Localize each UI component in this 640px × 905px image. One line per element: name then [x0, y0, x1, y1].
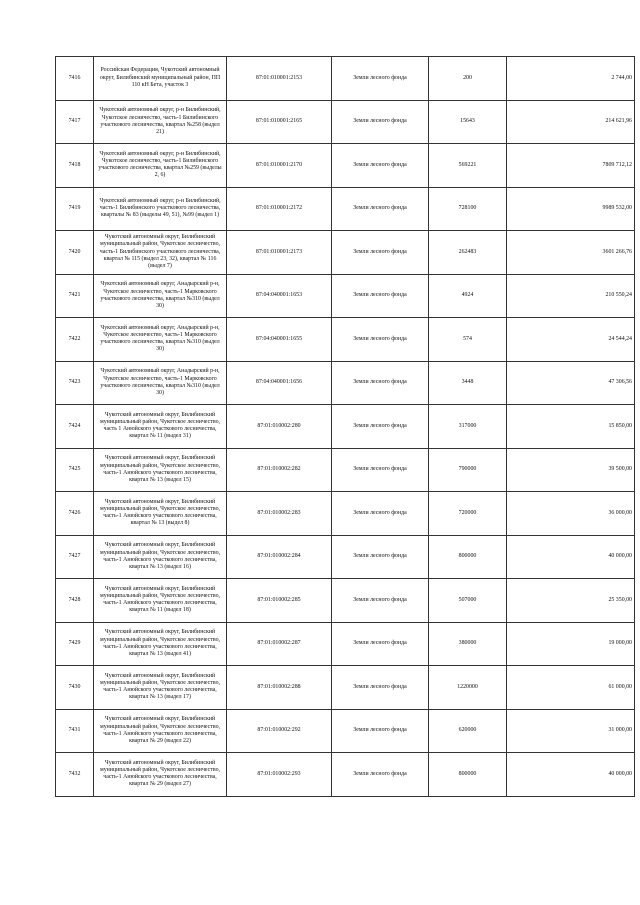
row-land-category: Земли лесного фонда — [332, 57, 429, 101]
row-cadastral-value: 3601 266,76 — [507, 231, 635, 275]
row-cadastral-value: 25 350,00 — [507, 579, 635, 623]
row-land-category: Земли лесного фонда — [332, 448, 429, 492]
row-number: 7423 — [56, 361, 94, 405]
row-cadastral-value: 39 500,00 — [507, 448, 635, 492]
row-area: 4924 — [429, 274, 507, 318]
row-address: Чукотский автономный округ, Билибинский муниципальный район, Чукотское лесничество, часть-1 Анюйского участкового лесничества, квартал № 13 (выдел 16) — [94, 535, 227, 579]
row-address: Чукотский автономный округ, Билибинский муниципальный район, Чукотское лесничество, часть-1 Анюйского участкового лесничества, квартал № 13 (выдел 17) — [94, 666, 227, 710]
table-row — [56, 187, 635, 231]
row-land-category: Земли лесного фонда — [332, 535, 429, 579]
row-cadastral-value: 19 000,00 — [507, 622, 635, 666]
row-area: 720000 — [429, 492, 507, 536]
table-row — [56, 492, 635, 536]
row-area: 380000 — [429, 622, 507, 666]
table-row — [56, 448, 635, 492]
row-address: Чукотский автономный округ, Билибинский муниципальный район, Чукотское лесничество, часть-1 Анюйского участкового лесничества, квартал № 13 (выдел 41) — [94, 622, 227, 666]
row-cadastral-number: 87:01:010001:2153 — [227, 57, 332, 101]
row-cadastral-number: 87:01:010002:283 — [227, 492, 332, 536]
row-cadastral-value: 31 000,00 — [507, 709, 635, 753]
row-number: 7426 — [56, 492, 94, 536]
table-body — [56, 57, 635, 797]
table-row — [56, 57, 635, 101]
row-cadastral-value: 15 850,00 — [507, 405, 635, 449]
row-cadastral-number: 87:01:010001:2173 — [227, 231, 332, 275]
table-row — [56, 666, 635, 710]
table-row — [56, 753, 635, 797]
row-address: Чукотский автономный округ, Билибинский муниципальный район, Чукотское лесничество, часть-1 Анюйского участкового лесничества, квартал № 11 (выдел 18) — [94, 579, 227, 623]
row-area: 620000 — [429, 709, 507, 753]
row-cadastral-number: 87:04:040001:1653 — [227, 274, 332, 318]
row-address: Чукотский автономный округ, Билибинский муниципальный район, Чукотское лесничество, часть-1 Анюйского участкового лесничества, квартал № 29 (выдел 27) — [94, 753, 227, 797]
table-row — [56, 144, 635, 188]
row-land-category: Земли лесного фонда — [332, 274, 429, 318]
table-row — [56, 622, 635, 666]
row-area: 200 — [429, 57, 507, 101]
row-number: 7432 — [56, 753, 94, 797]
table-row — [56, 361, 635, 405]
table-row — [56, 231, 635, 275]
row-number: 7419 — [56, 187, 94, 231]
row-land-category: Земли лесного фонда — [332, 709, 429, 753]
row-land-category: Земли лесного фонда — [332, 100, 429, 144]
row-land-category: Земли лесного фонда — [332, 492, 429, 536]
table-row — [56, 709, 635, 753]
row-address: Чукотский автономный округ, Анадырский р-н, Чукотское лесничество, часть-1 Марковского участкового лесничества, квартал №310 (выдел 30) — [94, 361, 227, 405]
row-cadastral-number: 87:01:010002:288 — [227, 666, 332, 710]
row-number: 7427 — [56, 535, 94, 579]
row-address: Чукотский автономный округ, Билибинский муниципальный район, Чукотское лесничество, часть 1 Анюйского участкового лесничества, квартал № 11 (выдел 31) — [94, 405, 227, 449]
row-address: Чукотский автономный округ, Билибинский муниципальный район, Чукотское лесничество, часть-1 Билибинского участкового лесничества, квартал № 115 (выдел 23, 32), квартал № 116 (выдел 7) — [94, 231, 227, 275]
row-area: 728100 — [429, 187, 507, 231]
table-row — [56, 579, 635, 623]
row-area: 317000 — [429, 405, 507, 449]
row-address: Чукотский автономный округ, р-н Билибинский, Чукотское лесничество, часть-1 Билибинского участкового лесничества, квартал №259 (выделы 2, 6) — [94, 144, 227, 188]
row-area: 569221 — [429, 144, 507, 188]
row-address: Чукотский автономный округ, Билибинский муниципальный район, Чукотское лесничество, часть-1 Анюйского участкового лесничества, квартал № 13 (выдел 15) — [94, 448, 227, 492]
row-number: 7420 — [56, 231, 94, 275]
row-address: Чукотский автономный округ, Билибинский муниципальный район, Чукотское лесничество, часть-1 Анюйского участкового лесничества, квартал № 13 (выдел 8) — [94, 492, 227, 536]
row-cadastral-number: 87:01:010002:280 — [227, 405, 332, 449]
row-cadastral-value: 24 544,24 — [507, 318, 635, 362]
row-number: 7418 — [56, 144, 94, 188]
row-cadastral-number: 87:01:010002:293 — [227, 753, 332, 797]
row-area: 800000 — [429, 753, 507, 797]
table-row — [56, 318, 635, 362]
row-area: 790000 — [429, 448, 507, 492]
row-area: 800000 — [429, 535, 507, 579]
row-cadastral-number: 87:01:010002:282 — [227, 448, 332, 492]
row-area: 1220000 — [429, 666, 507, 710]
row-land-category: Земли лесного фонда — [332, 187, 429, 231]
row-address: Российская Федерация, Чукотский автономный округ, Билибинский муниципальный район, ПП 110 кН Бета, участок 3 — [94, 57, 227, 101]
row-land-category: Земли лесного фонда — [332, 231, 429, 275]
row-land-category: Земли лесного фонда — [332, 144, 429, 188]
row-cadastral-number: 87:01:010002:284 — [227, 535, 332, 579]
table-row — [56, 274, 635, 318]
row-cadastral-number: 87:01:010001:2172 — [227, 187, 332, 231]
row-cadastral-value: 9989 532,00 — [507, 187, 635, 231]
row-number: 7428 — [56, 579, 94, 623]
table-row — [56, 405, 635, 449]
row-land-category: Земли лесного фонда — [332, 361, 429, 405]
row-cadastral-number: 87:01:010001:2170 — [227, 144, 332, 188]
row-area: 262483 — [429, 231, 507, 275]
row-number: 7417 — [56, 100, 94, 144]
row-cadastral-value: 61 000,00 — [507, 666, 635, 710]
row-cadastral-value: 36 000,00 — [507, 492, 635, 536]
land-register-table — [55, 56, 635, 797]
row-address: Чукотский автономный округ, Анадырский р-н, Чукотское лесничество, часть-1 Марковского участкового лесничества, квартал №310 (выдел 30) — [94, 274, 227, 318]
row-land-category: Земли лесного фонда — [332, 666, 429, 710]
row-cadastral-number: 87:01:010002:292 — [227, 709, 332, 753]
row-number: 7429 — [56, 622, 94, 666]
row-cadastral-number: 87:01:010002:285 — [227, 579, 332, 623]
table-row — [56, 535, 635, 579]
row-address: Чукотский автономный округ, р-н Билибинский, часть-1 Билибинского участкового лесничества, кварталы № 83 (выделы 49, 51), №99 (выдел 1) — [94, 187, 227, 231]
row-land-category: Земли лесного фонда — [332, 622, 429, 666]
row-area: 3448 — [429, 361, 507, 405]
row-cadastral-value: 2 744,00 — [507, 57, 635, 101]
row-number: 7421 — [56, 274, 94, 318]
row-number: 7430 — [56, 666, 94, 710]
row-address: Чукотский автономный округ, р-н Билибинский, Чукотское лесничество, часть-1 Билибинского участкового лесничества, квартал №258 (выдел 21) — [94, 100, 227, 144]
row-cadastral-number: 87:04:040001:1656 — [227, 361, 332, 405]
row-number: 7422 — [56, 318, 94, 362]
row-land-category: Земли лесного фонда — [332, 405, 429, 449]
row-area: 574 — [429, 318, 507, 362]
row-cadastral-value: 47 306,56 — [507, 361, 635, 405]
row-cadastral-value: 214 621,96 — [507, 100, 635, 144]
row-cadastral-value: 210 550,24 — [507, 274, 635, 318]
row-number: 7425 — [56, 448, 94, 492]
row-land-category: Земли лесного фонда — [332, 579, 429, 623]
row-cadastral-value: 40 000,00 — [507, 535, 635, 579]
row-address: Чукотский автономный округ, Билибинский муниципальный район, Чукотское лесничество, часть-1 Анюйского участкового лесничества, квартал № 29 (выдел 22) — [94, 709, 227, 753]
row-cadastral-value: 7809 712,12 — [507, 144, 635, 188]
row-land-category: Земли лесного фонда — [332, 753, 429, 797]
row-number: 7431 — [56, 709, 94, 753]
row-cadastral-value: 40 000,00 — [507, 753, 635, 797]
table-row — [56, 100, 635, 144]
row-address: Чукотский автономный округ, Анадырский р-н, Чукотское лесничество, часть-1 Марковского участкового лесничества, квартал №310 (выдел 30) — [94, 318, 227, 362]
row-area: 15643 — [429, 100, 507, 144]
row-cadastral-number: 87:04:040001:1655 — [227, 318, 332, 362]
row-number: 7416 — [56, 57, 94, 101]
row-area: 507000 — [429, 579, 507, 623]
row-land-category: Земли лесного фонда — [332, 318, 429, 362]
row-cadastral-number: 87:01:010001:2165 — [227, 100, 332, 144]
row-cadastral-number: 87:01:010002:287 — [227, 622, 332, 666]
row-number: 7424 — [56, 405, 94, 449]
